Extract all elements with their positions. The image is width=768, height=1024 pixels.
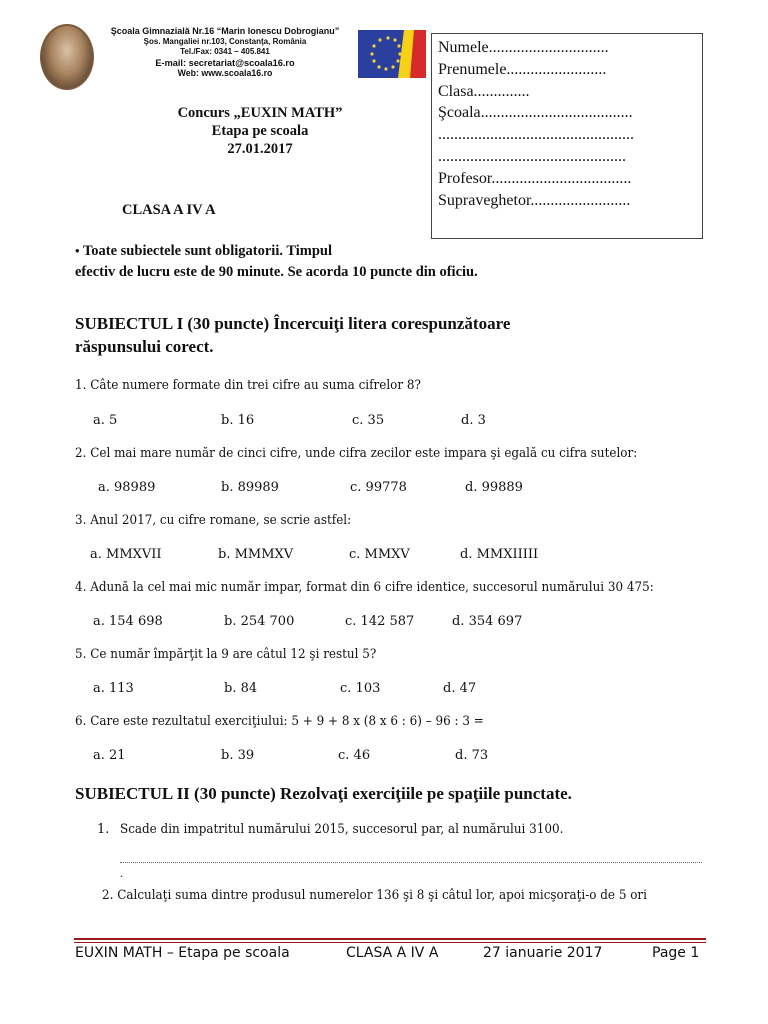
q2-option-a[interactable]: a. 98989	[98, 480, 156, 495]
contest-stage: Etapa pe scoala	[211, 123, 309, 139]
field-scoala-cont-1[interactable]: .................................................	[438, 126, 634, 144]
field-profesor[interactable]: Profesor...................................	[438, 169, 632, 187]
q1-option-c[interactable]: c. 35	[352, 413, 385, 428]
q5-option-c[interactable]: c. 103	[340, 681, 381, 696]
q1-option-a[interactable]: a. 5	[93, 413, 118, 428]
rules-line-1: Toate subiectele sunt obligatorii. Timpul	[82, 243, 333, 259]
q3-option-a[interactable]: a. MMXVII	[90, 547, 162, 562]
field-scoala-cont-2[interactable]: ...............................................	[438, 147, 626, 165]
q4-option-a[interactable]: a. 154 698	[93, 614, 163, 629]
question-3: 3. Anul 2017, cu cifre romane, se scrie astfel:	[75, 513, 352, 528]
rules-line-2: efectiv de lucru este de 90 minute. Se acorda 10 puncte din oficiu.	[75, 264, 478, 280]
q6-option-a[interactable]: a. 21	[93, 748, 126, 763]
student-info-box	[431, 33, 703, 239]
q6-option-b[interactable]: b. 39	[221, 748, 255, 763]
footer-rule-bottom	[74, 942, 706, 943]
q4-option-c[interactable]: c. 142 587	[345, 614, 415, 629]
q4-option-d[interactable]: d. 354 697	[452, 614, 523, 629]
bullet-icon: •	[75, 243, 80, 258]
answer-dotted-line[interactable]	[120, 862, 702, 863]
q2-option-b[interactable]: b. 89989	[221, 480, 279, 495]
field-clasa[interactable]: Clasa..............	[438, 82, 530, 100]
s2-item-1-text: Scade din impatritul numărului 2015, succesorul par, al numărului 3100.	[120, 822, 564, 837]
exam-rules	[75, 240, 478, 283]
field-scoala[interactable]: Şcoala......................................	[438, 104, 633, 122]
eu-romania-flag-icon	[358, 30, 426, 78]
subject-2-heading: SUBIECTUL II (30 puncte) Rezolvaţi exerciţiile pe spaţiile punctate.	[75, 784, 572, 803]
subject-1-line-2: răspunsului corect.	[75, 337, 214, 356]
footer-class: CLASA A IV A	[346, 945, 439, 961]
q6-option-c[interactable]: c. 46	[338, 748, 371, 763]
q3-option-c[interactable]: c. MMXV	[349, 547, 410, 562]
q5-option-b[interactable]: b. 84	[224, 681, 258, 696]
class-label: CLASA A IV A	[122, 202, 216, 218]
contest-date: 27.01.2017	[227, 141, 293, 157]
field-prenumele[interactable]: Prenumele.........................	[438, 60, 607, 78]
s2-item-1-number: 1.	[97, 822, 110, 837]
school-founder-portrait	[40, 24, 94, 90]
school-info	[100, 26, 350, 79]
q6-option-d[interactable]: d. 73	[455, 748, 489, 763]
q2-option-c[interactable]: c. 99778	[350, 480, 407, 495]
q3-option-b[interactable]: b. MMMXV	[218, 547, 294, 562]
footer-rule-top	[74, 938, 706, 940]
q3-option-d[interactable]: d. MMXIIIII	[460, 547, 539, 562]
q1-option-d[interactable]: d. 3	[461, 413, 486, 428]
school-address: Şos. Mangaliei nr.103, Constanţa, România	[143, 36, 307, 46]
school-email: E-mail: secretariat@scoala16.ro	[155, 57, 295, 68]
dot-mark: .	[120, 866, 123, 880]
q4-option-b[interactable]: b. 254 700	[224, 614, 295, 629]
footer-page: Page 1	[652, 945, 700, 961]
school-web: Web: www.scoala16.ro	[177, 68, 273, 78]
q1-option-b[interactable]: b. 16	[221, 413, 255, 428]
field-numele[interactable]: Numele..............................	[438, 39, 609, 56]
question-6: 6. Care este rezultatul exerciţiului: 5 + 9 + 8 x (8 x 6 : 6) – 96 : 3 =	[75, 714, 484, 729]
q2-option-d[interactable]: d. 99889	[465, 480, 523, 495]
question-1: 1. Câte numere formate din trei cifre au suma cifrelor 8?	[75, 378, 421, 393]
contest-title	[140, 104, 380, 158]
subject-1-heading	[75, 312, 510, 358]
field-supraveghetor[interactable]: Supraveghetor.........................	[438, 191, 631, 209]
footer-title: EUXIN MATH – Etapa pe scoala	[75, 945, 290, 961]
subject-1-line-1: SUBIECTUL I (30 puncte) Încercuiţi litera corespunzătoare	[75, 314, 511, 333]
question-4: 4. Adună la cel mai mic număr impar, format din 6 cifre identice, succesorul numărului 30 475:	[75, 580, 654, 595]
school-name: Şcoala Gimnazială Nr.16 “Marin Ionescu Dobrogianu”	[110, 26, 340, 36]
q5-option-a[interactable]: a. 113	[93, 681, 134, 696]
q5-option-d[interactable]: d. 47	[443, 681, 477, 696]
question-2: 2. Cel mai mare număr de cinci cifre, unde cifra zecilor este impara şi egală cu cifra sutelor:	[75, 446, 638, 461]
footer-date: 27 ianuarie 2017	[483, 945, 603, 961]
contest-name: Concurs „EUXIN MATH”	[177, 105, 343, 121]
s2-item-2-text: 2. Calculaţi suma dintre produsul numerelor 136 şi 8 şi câtul lor, apoi micşoraţi-o de 5 ori	[102, 888, 647, 903]
question-5: 5. Ce număr împărţit la 9 are câtul 12 şi restul 5?	[75, 647, 377, 662]
school-phone: Tel./Fax: 0341 – 405.841	[180, 47, 270, 56]
